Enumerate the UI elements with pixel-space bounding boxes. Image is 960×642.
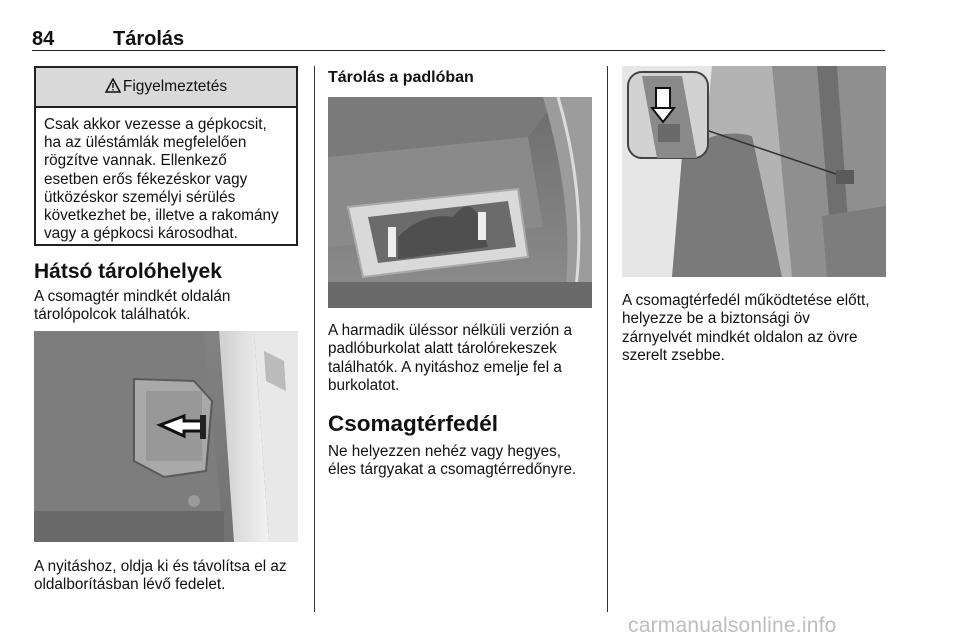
floor-storage-photo xyxy=(328,97,592,308)
warning-line: ütközéskor személyi sérülés xyxy=(44,188,236,206)
warning-line: következhet be, illetve a rakomány xyxy=(44,207,279,225)
text-line: A csomagtérfedél működtetése előtt, xyxy=(622,292,870,309)
warning-line: rögzítve vannak. Ellenkező xyxy=(44,152,227,170)
text-line: oldalborításban lévő fedelet. xyxy=(34,576,226,594)
text-line: burkolatot. xyxy=(328,377,400,395)
section-heading-rear-storage: Hátsó tárolóhelyek xyxy=(34,260,222,283)
chapter-title: Tárolás xyxy=(113,28,185,50)
warning-line: Csak akkor vezesse a gépkocsit, xyxy=(44,116,267,133)
text-line: tárolópolcok találhatók. xyxy=(34,306,191,324)
warning-header xyxy=(36,68,296,108)
text-line: találhatók. A nyitáshoz emelje fel a xyxy=(328,358,562,376)
text-line: padlóburkolat alatt tárolórekeszek xyxy=(328,340,557,358)
text-line: A nyitáshoz, oldja ki és távolítsa el az xyxy=(34,558,287,575)
warning-title: Figyelmeztetés xyxy=(122,78,228,95)
seatbelt-pocket-photo xyxy=(622,66,886,277)
text-line: helyezze be a biztonsági öv xyxy=(622,310,810,328)
page-number: 84 xyxy=(32,28,55,50)
text-line: zárnyelvét mindkét oldalon az övre xyxy=(622,328,858,346)
footer-watermark: carmanualsonline.info xyxy=(628,614,837,637)
side-storage-caption xyxy=(34,558,287,595)
text-line: szerelt zsebbe. xyxy=(622,347,725,365)
warning-line: vagy a gépkocsi károsodhat. xyxy=(44,225,238,243)
warning-line: esetben erős fékezéskor vagy xyxy=(44,170,248,188)
seatbelt-pocket-caption xyxy=(622,292,869,366)
section-heading-luggage-cover: Csomagtérfedél xyxy=(328,411,499,436)
side-storage-photo xyxy=(34,331,298,542)
warning-text xyxy=(36,108,296,251)
column-divider xyxy=(607,66,608,612)
warning-triangle-icon xyxy=(105,78,121,97)
warning-box xyxy=(34,66,298,246)
rear-storage-intro xyxy=(34,288,230,325)
section-heading-floor-storage: Tárolás a padlóban xyxy=(328,69,474,86)
column-divider xyxy=(314,66,315,612)
floor-storage-text xyxy=(328,322,572,396)
text-line: A csomagtér mindkét oldalán xyxy=(34,288,231,305)
header-rule xyxy=(32,50,885,51)
text-line: A harmadik üléssor nélküli verzión a xyxy=(328,322,573,339)
text-line: éles tárgyakat a csomagtérredőnyre. xyxy=(328,461,577,479)
luggage-cover-text xyxy=(328,443,576,480)
warning-line: ha az üléstámlák megfelelően xyxy=(44,134,247,152)
text-line: Ne helyezzen nehéz vagy hegyes, xyxy=(328,443,562,460)
